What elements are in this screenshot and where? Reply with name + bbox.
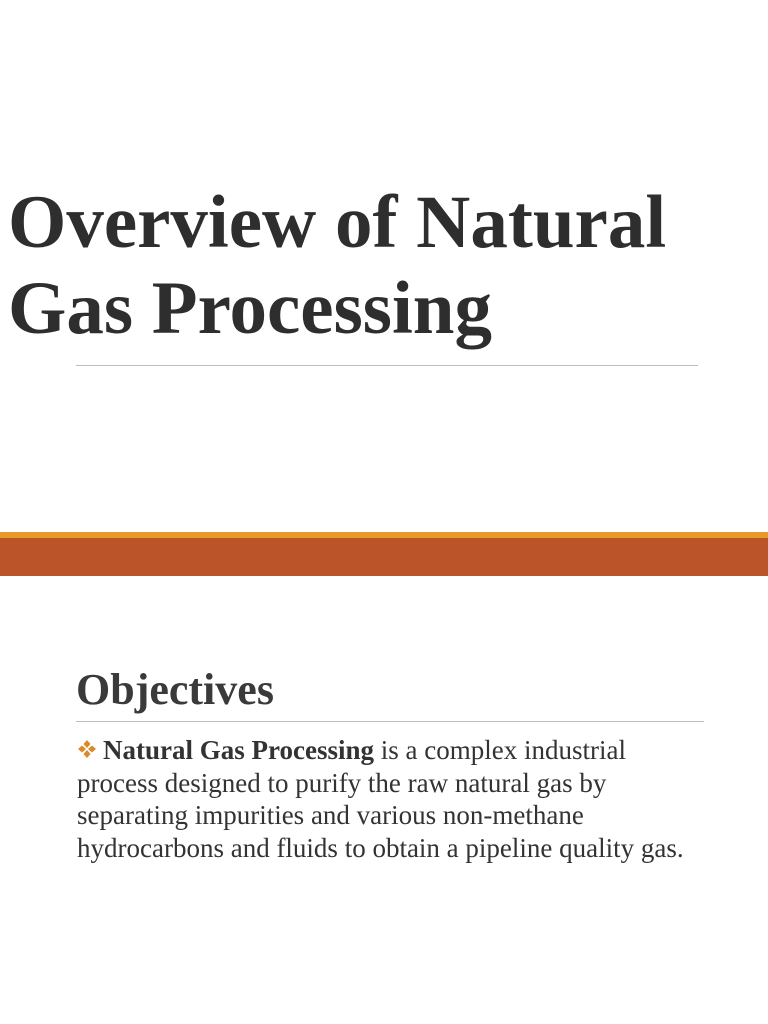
title-line-1: Overview of Natural [8,181,667,264]
divider-rust-band [0,538,768,576]
bullet-description: is a complex industrial process designed to purify the raw natural gas by separating impurities and various non-methane hydrocarbons and fluids to obtain a pipeline quality gas. [77,735,684,863]
title-line-2: Gas Processing [8,267,493,350]
objectives-heading: Objectives [76,665,274,714]
four-diamond-bullet-icon [77,739,97,759]
objective-bullet [77,734,707,864]
bullet-term: Natural Gas Processing [103,735,374,765]
slide-divider-band [0,532,768,576]
heading-underline [76,721,704,722]
objectives-slide [0,576,768,1024]
title-underline [76,365,698,366]
slide-title [8,180,764,352]
